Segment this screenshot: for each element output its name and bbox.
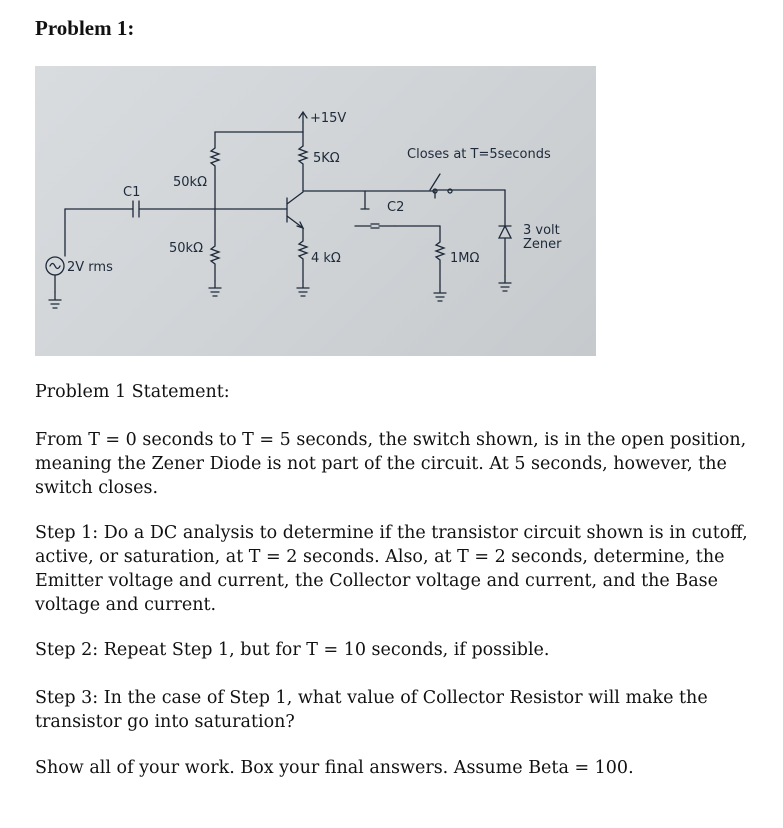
paragraph-step-1: Step 1: Do a DC analysis to determine if the transistor circuit shown is in cutoff, active, or saturation, at T = 2 seconds. Also, at T = 2 seconds, determine, the Emitter voltage and current, the Collector voltage and current, and the Base voltage and current. xyxy=(35,523,748,615)
top-rail xyxy=(215,122,303,148)
label-r-load: 1MΩ xyxy=(450,251,480,266)
c2-capacitor xyxy=(355,224,395,228)
emitter-resistor xyxy=(299,228,307,281)
paragraph-step-2: Step 2: Repeat Step 1, but for T = 10 seconds, if possible. xyxy=(35,640,550,660)
label-r-emitter: 4 kΩ xyxy=(311,251,341,266)
label-zener-1: 3 volt xyxy=(523,223,560,238)
ground-symbols xyxy=(49,276,511,308)
bias-top-resistor xyxy=(211,148,219,209)
switch xyxy=(430,174,505,190)
label-c2: C2 xyxy=(387,200,405,215)
circuit-photo xyxy=(35,66,596,356)
load-resistor xyxy=(436,226,444,286)
label-switch-note: Closes at T=5seconds xyxy=(407,147,551,162)
c1-capacitor xyxy=(133,201,139,217)
label-r-collector: 5KΩ xyxy=(313,151,340,166)
page-title: Problem 1: xyxy=(35,16,135,40)
supply-arrow xyxy=(299,112,307,122)
paragraph-instructions: Show all of your work. Box your final answers. Assume Beta = 100. xyxy=(35,758,634,778)
label-source: 2V rms xyxy=(67,260,113,275)
bias-bottom-resistor xyxy=(211,209,219,281)
label-r-bias-top: 50kΩ xyxy=(173,175,208,190)
circuit-schematic xyxy=(35,66,596,356)
paragraph-step-3: Step 3: In the case of Step 1, what value of Collector Resistor will make the transistor go into saturation? xyxy=(35,688,708,732)
paragraph-intro: From T = 0 seconds to T = 5 seconds, the switch shown, is in the open position, meaning the Zener Diode is not part of the circuit. At 5 seconds, however, the switch closes. xyxy=(35,430,747,498)
label-r-bias-bottom: 50kΩ xyxy=(169,241,204,256)
label-c1: C1 xyxy=(123,185,141,200)
label-zener-2: Zener xyxy=(523,237,562,252)
zener-diode xyxy=(499,190,511,276)
label-supply: +15V xyxy=(310,111,347,126)
transistor xyxy=(287,192,303,228)
collector-line xyxy=(303,191,435,198)
statement-title: Problem 1 Statement: xyxy=(35,382,230,402)
collector-resistor xyxy=(299,146,307,191)
